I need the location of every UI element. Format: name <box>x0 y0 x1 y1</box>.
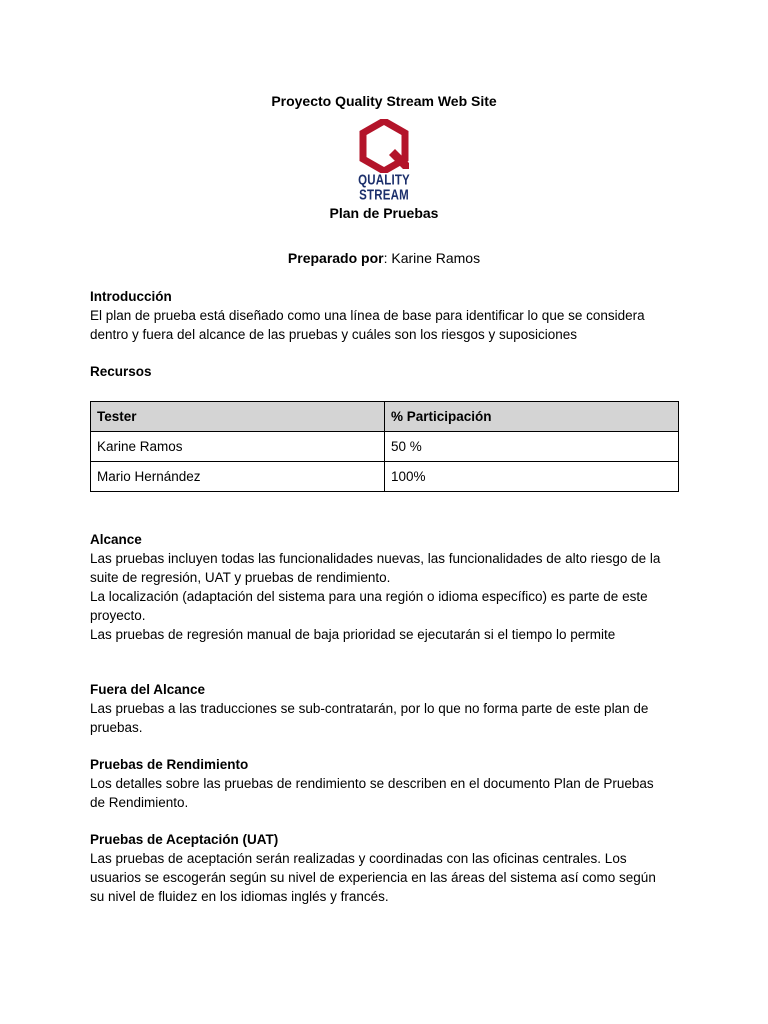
section-heading: Pruebas de Rendimiento <box>90 757 249 772</box>
section-out-of-scope <box>90 680 690 737</box>
paragraph-line: proyecto. <box>90 608 146 623</box>
section-introduction <box>90 287 690 344</box>
column-header-tester: Tester <box>91 402 385 432</box>
table-cell: 100% <box>385 462 679 492</box>
table-cell: 50 % <box>385 432 679 462</box>
table-row <box>91 432 679 462</box>
table-header-row <box>91 402 679 432</box>
paragraph-line: Las pruebas incluyen todas las funcionalidades nuevas, las funcionalidades de alto riesgo de la <box>90 551 661 566</box>
paragraph-line: Las pruebas a las traducciones se sub-contratarán, por lo que no forma parte de este plan de <box>90 701 649 716</box>
section-heading: Recursos <box>90 364 152 379</box>
paragraph-line: usuarios se escogerán según su nivel de experiencia en las áreas del sistema así como según <box>90 870 656 885</box>
section-heading: Introducción <box>90 289 172 304</box>
paragraph-line: El plan de prueba está diseñado como una línea de base para identificar lo que se considera <box>90 308 645 323</box>
logo-wordmark: QUALITY STREAM <box>358 173 410 203</box>
section-scope <box>90 530 690 644</box>
section-heading: Alcance <box>90 532 142 547</box>
paragraph-line: Los detalles sobre las pruebas de rendimiento se describen en el documento Plan de Pruebas <box>90 776 654 791</box>
paragraph-line: de Rendimiento. <box>90 795 189 810</box>
paragraph-line: Las pruebas de aceptación serán realizadas y coordinadas con las oficinas centrales. Los <box>90 851 627 866</box>
q-hexagon-icon <box>359 119 409 173</box>
section-heading: Pruebas de Aceptación (UAT) <box>90 832 279 847</box>
document-title: Proyecto Quality Stream Web Site <box>271 93 497 109</box>
table-cell: Karine Ramos <box>91 432 385 462</box>
prepared-by-label: Preparado por <box>287 250 384 266</box>
paragraph-line: su nivel de fluidez en los idiomas inglés y francés. <box>90 889 389 904</box>
prepared-by-value: : Karine Ramos <box>383 250 481 266</box>
paragraph-line: pruebas. <box>90 720 143 735</box>
table-cell: Mario Hernández <box>91 462 385 492</box>
section-heading: Fuera del Alcance <box>90 682 206 697</box>
quality-stream-logo <box>336 119 432 203</box>
document-subtitle: Plan de Pruebas <box>329 205 439 221</box>
prepared-by <box>0 250 768 266</box>
resources-table <box>90 401 679 492</box>
column-header-participation: % Participación <box>385 402 679 432</box>
table-row <box>91 462 679 492</box>
paragraph-line: dentro y fuera del alcance de las pruebas y cuáles son los riesgos y suposiciones <box>90 327 578 342</box>
section-performance <box>90 755 690 812</box>
paragraph-line: suite de regresión, UAT y pruebas de rendimiento. <box>90 570 391 585</box>
paragraph-line: La localización (adaptación del sistema para una región o idioma específico) es parte de este <box>90 589 648 604</box>
section-resources <box>90 362 690 381</box>
paragraph-line: Las pruebas de regresión manual de baja prioridad se ejecutarán si el tiempo lo permite <box>90 627 616 642</box>
section-uat <box>90 830 690 906</box>
